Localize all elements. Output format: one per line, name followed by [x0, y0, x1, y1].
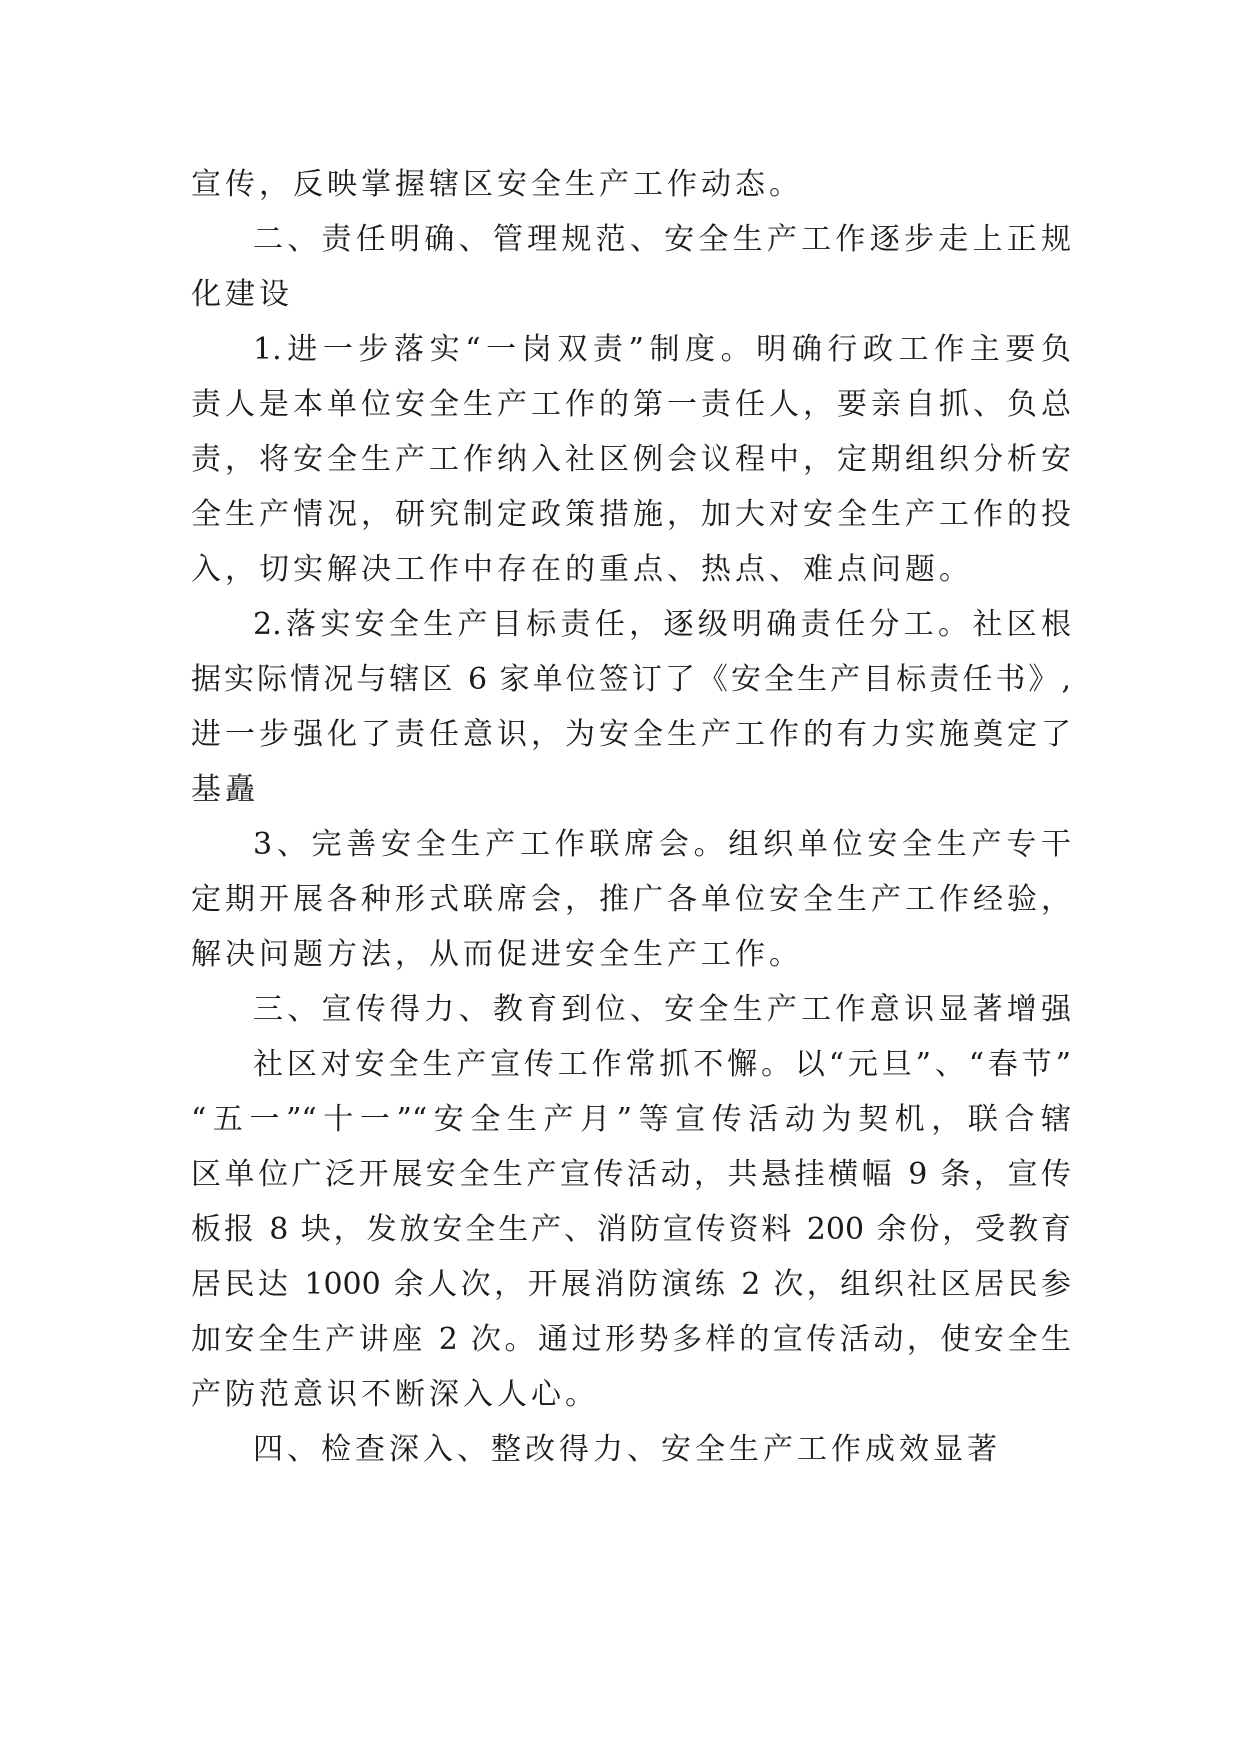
- text-line-18: “五一”“十一”“安全生产月”等宣传活动为契机，联合辖: [191, 1102, 1071, 1137]
- text-line-5: 责人是本单位安全生产工作的第一责任人，要亲自抓、负总: [191, 387, 1071, 422]
- text-line-13: 3、完善安全生产工作联席会。组织单位安全生产专干: [253, 827, 1071, 862]
- text-line-17: 社区对安全生产宣传工作常抓不懈。以“元旦”、“春节”: [253, 1047, 1071, 1082]
- text-line-15: 解决问题方法，从而促进安全生产工作。: [191, 937, 803, 972]
- text-line-8: 入，切实解决工作中存在的重点、热点、难点问题。: [191, 552, 973, 587]
- section-heading-4: 四、检查深入、整改得力、安全生产工作成效显著: [253, 1432, 1001, 1467]
- text-line-6: 责，将安全生产工作纳入社区例会议程中，定期组织分析安: [191, 442, 1071, 477]
- section-heading-3: 三、宣传得力、教育到位、安全生产工作意识显著增强: [253, 992, 1071, 1027]
- text-line-12: 基矗: [191, 772, 259, 807]
- text-line-14: 定期开展各种形式联席会，推广各单位安全生产工作经验，: [191, 882, 1071, 917]
- text-line-7: 全生产情况，研究制定政策措施，加大对安全生产工作的投: [191, 497, 1071, 532]
- text-line-23: 产防范意识不断深入人心。: [191, 1377, 599, 1412]
- section-heading-2: 二、责任明确、管理规范、安全生产工作逐步走上正规: [253, 222, 1071, 257]
- text-line-22: 加安全生产讲座 2 次。通过形势多样的宣传活动，使安全生: [191, 1322, 1071, 1357]
- text-line-20: 板报 8 块，发放安全生产、消防宣传资料 200 余份，受教育: [191, 1212, 1071, 1247]
- text-line-4: 1.进一步落实“一岗双责”制度。明确行政工作主要负: [253, 332, 1071, 367]
- text-line-10: 据实际情况与辖区 6 家单位签订了《安全生产目标责任书》,: [191, 662, 1071, 697]
- text-line-21: 居民达 1000 余人次，开展消防演练 2 次，组织社区居民参: [191, 1267, 1071, 1302]
- text-line-9: 2.落实安全生产目标责任，逐级明确责任分工。社区根: [253, 607, 1071, 642]
- text-line-19: 区单位广泛开展安全生产宣传活动，共悬挂横幅 9 条，宣传: [191, 1157, 1071, 1192]
- text-line-11: 进一步强化了责任意识，为安全生产工作的有力实施奠定了: [191, 717, 1071, 752]
- section-heading-2-cont: 化建设: [191, 277, 293, 312]
- text-line-1: 宣传，反映掌握辖区安全生产工作动态。: [191, 167, 803, 202]
